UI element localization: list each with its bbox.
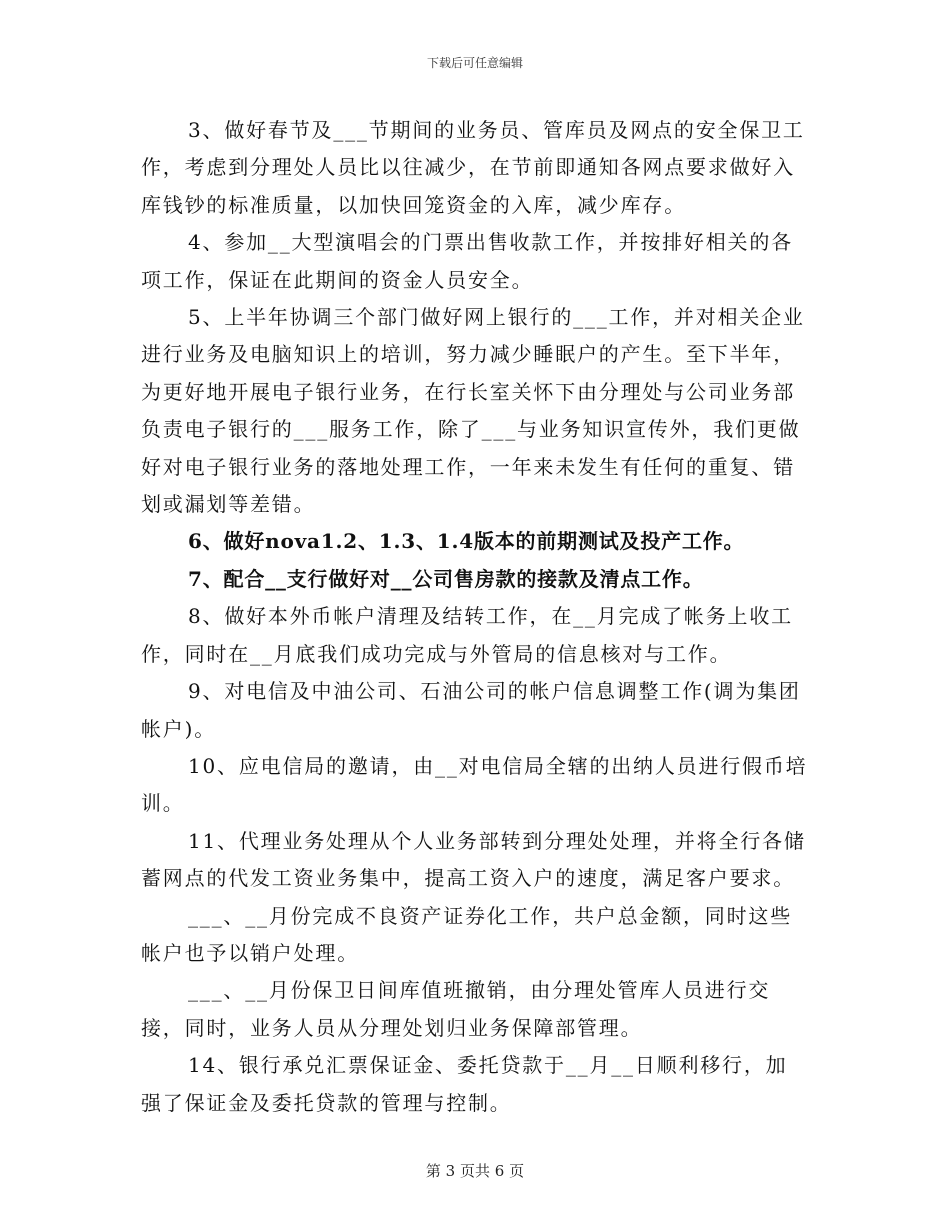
paragraph-13: ___、__月份保卫日间库值班撤销，由分理处管库人员进行交接，同时，业务人员从分理处划归业务保障部管理。 bbox=[141, 978, 771, 1040]
document-body bbox=[141, 112, 809, 1122]
paragraph-14: 14、银行承兑汇票保证金、委托贷款于__月__日顺利移行，加强了保证金及委托贷款的管理与控制。 bbox=[141, 1053, 788, 1115]
paragraph-10: 10、应电信局的邀请，由__对电信局全辖的出纳人员进行假币培训。 bbox=[141, 753, 808, 816]
paragraph-11: 11、代理业务处理从个人业务部转到分理处处理，并将全行各储蓄网点的代发工资业务集中，提高工资入户的速度，满足客户要求。 bbox=[141, 828, 806, 891]
paragraph-12: ___、__月份完成不良资产证券化工作，共户总金额，同时这些帐户也予以销户处理。 bbox=[141, 903, 792, 965]
paragraph-8: 8、做好本外币帐户清理及结转工作，在__月完成了帐务上收工作，同时在__月底我们成功完成与外管局的信息核对与工作。 bbox=[141, 604, 793, 666]
paragraph-7: 7、配合__支行做好对__公司售房款的接款及清点工作。 bbox=[188, 566, 704, 591]
page-header: 下载后可任意编辑 bbox=[426, 56, 523, 70]
paragraph-3: 3、做好春节及___节期间的业务员、管库员及网点的安全保卫工作，考虑到分理处人员比以往减少，在节前即通知各网点要求做好入库钱钞的标准质量，以加快回笼资金的入库，减少库存。 bbox=[141, 118, 805, 217]
paragraph-4: 4、参加__大型演唱会的门票出售收款工作，并按排好相关的各项工作，保证在此期间的资金人员安全。 bbox=[141, 230, 793, 292]
paragraph-6: 6、做好nova1.2、1.3、1.4版本的前期测试及投产工作。 bbox=[188, 529, 745, 554]
page-number: 第 3 页共 6 页 bbox=[425, 1162, 525, 1180]
paragraph-9: 9、对电信及中油公司、石油公司的帐户信息调整工作(调为集团帐户)。 bbox=[141, 679, 801, 741]
paragraph-5: 5、上半年协调三个部门做好网上银行的___工作，并对相关企业进行业务及电脑知识上的培训，努力减少睡眠户的产生。至下半年，为更好地开展电子银行业务，在行长室关怀下由分理处与公司业务部负责电子银行的___服务工作，除了___与业务知识宣传外，我们更做好对电子银行业务的落地处理工作，一年来未发生有任何的重复、错划或漏划等差错。 bbox=[141, 305, 805, 517]
